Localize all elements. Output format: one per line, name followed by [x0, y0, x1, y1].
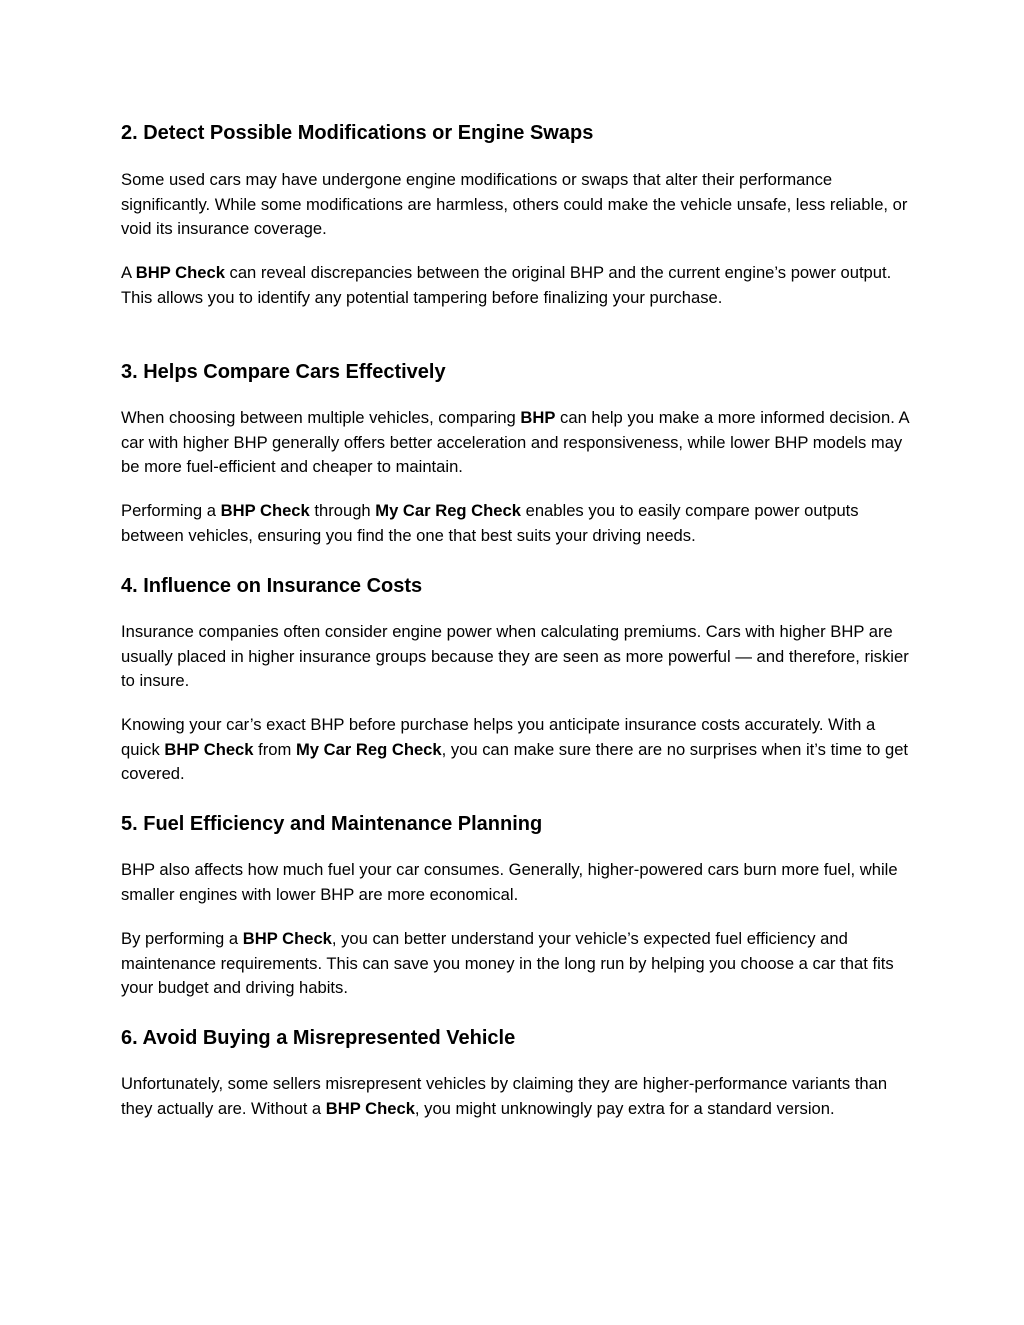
- paragraph: Unfortunately, some sellers misrepresent vehicles by claiming they are higher-performance variants than they actually are. Without a BHP Check, you might unknowingly pay extra for a standard version.: [121, 1074, 888, 1118]
- bold-term: BHP Check: [220, 501, 310, 520]
- paragraph: Insurance companies often consider engine power when calculating premiums. Cars with higher BHP are usually placed in higher insurance groups because they are seen as more powerful — and therefore, riskier to insure.: [121, 622, 909, 690]
- bold-term: BHP Check: [242, 929, 332, 948]
- paragraph: Some used cars may have undergone engine modifications or swaps that alter their performance significantly. While some modifications are harmless, others could make the vehicle unsafe, less reliable, or void its insurance coverage.: [121, 170, 908, 238]
- paragraph: Performing a BHP Check through My Car Reg Check enables you to easily compare power outputs between vehicles, ensuring you find the one that best suits your driving needs.: [121, 501, 859, 545]
- paragraph: By performing a BHP Check, you can better understand your vehicle’s expected fuel efficiency and maintenance requirements. This can save you money in the long run by helping you choose a car that fits your budget and driving habits.: [121, 929, 894, 997]
- section-heading: 6. Avoid Buying a Misrepresented Vehicle: [121, 1027, 516, 1049]
- bold-term: BHP: [520, 408, 556, 427]
- paragraph: When choosing between multiple vehicles, comparing BHP can help you make a more informed decision. A car with higher BHP generally offers better acceleration and responsiveness, while lower BHP models may be more fuel-efficient and cheaper to maintain.: [121, 408, 909, 476]
- paragraph: Knowing your car’s exact BHP before purchase helps you anticipate insurance costs accurately. With a quick BHP Check from My Car Reg Check, you can make sure there are no surprises when it’s time to get covered.: [121, 715, 909, 783]
- section-heading: 5. Fuel Efficiency and Maintenance Planning: [121, 813, 543, 835]
- paragraph: A BHP Check can reveal discrepancies between the original BHP and the current engine’s power output. This allows you to identify any potential tampering before finalizing your purchase.: [121, 263, 892, 307]
- bold-term: BHP Check: [135, 263, 225, 282]
- bold-term: My Car Reg Check: [295, 739, 442, 759]
- bold-term: BHP Check: [325, 1098, 415, 1118]
- bold-term: BHP Check: [164, 739, 254, 759]
- section-heading: 2. Detect Possible Modifications or Engine Swaps: [121, 122, 594, 144]
- bold-term: My Car Reg Check: [375, 501, 521, 520]
- section-heading: 4. Influence on Insurance Costs: [121, 575, 423, 597]
- paragraph: BHP also affects how much fuel your car consumes. Generally, higher-powered cars burn more fuel, while smaller engines with lower BHP are more economical.: [121, 860, 898, 904]
- section-heading: 3. Helps Compare Cars Effectively: [121, 361, 446, 383]
